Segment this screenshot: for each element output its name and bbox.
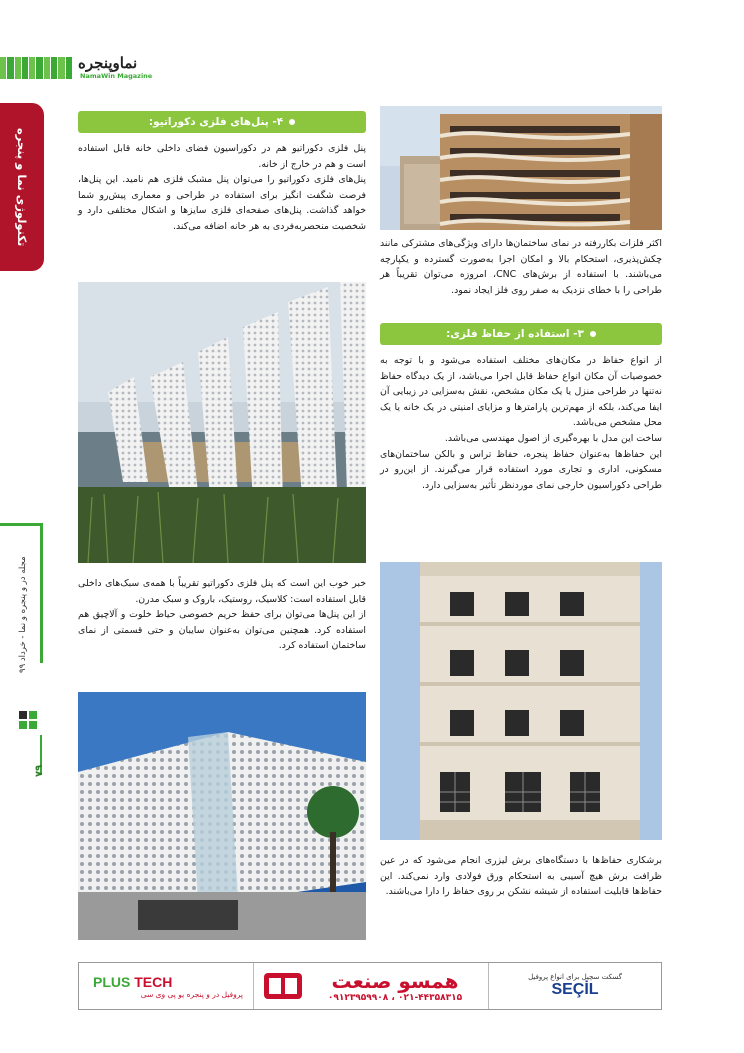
section3-heading bbox=[380, 323, 662, 345]
plus-tech-name-b: TECH bbox=[130, 973, 173, 990]
window-logo-icon bbox=[264, 973, 302, 999]
ad-plus-tech[interactable] bbox=[79, 963, 254, 1009]
side-divider bbox=[0, 523, 42, 526]
caption-laser-cutting: برشکاری حفاظ‌ها با دستگاه‌های برش لیزری انجام می‌شود که در عین ظرافت برش هیچ آسیبی به استحکام ورق فولادی وارد نمی‌کند. این حفاظ‌ها قابلیت استفاده از شیشه نشکن بر روی حفاظ را دارا می‌باشند. bbox=[380, 855, 662, 898]
ad-secil[interactable] bbox=[489, 963, 661, 1009]
ad-hamsou-sanat[interactable] bbox=[254, 963, 489, 1009]
magazine-logo-subtitle: NamaWin Magazine bbox=[80, 72, 153, 80]
section-tab-label: تکنولوژی نما و پنجره bbox=[15, 128, 29, 247]
secil-tagline: گسکت سچیل برای انواع پروفیل bbox=[528, 973, 622, 981]
secil-logo: SEÇİL bbox=[551, 981, 599, 998]
paragraph: خبر خوب این است که پنل فلزی دکوراتیو تقریباً با همه‌ی سبک‌های داخلی قابل استفاده است: کلاسیک، روستیک، باروک و سبک مدرن. bbox=[78, 578, 366, 605]
plus-tech-name-a: PLUS bbox=[93, 973, 131, 990]
section4-heading-text: ۴- پنل‌های فلزی دکوراتیو: bbox=[148, 116, 284, 128]
paragraph: پنل فلزی دکوراتیو هم در دکوراسیون فضای داخلی خانه قابل استفاده است و هم در خارج از خانه. bbox=[78, 143, 366, 170]
header-stripe bbox=[0, 57, 72, 79]
paragraph: از انواع حفاظ در مکان‌های مختلف استفاده می‌شود و با توجه به خصوصیات آن مکان انواع حفاظ قابل اجرا می‌باشد، از یک دیدگاه حفاظ نه‌تنها در طراحی منزل یا یک مکان مشخص، نقش به‌سزایی در زیبایی آن ایفا می‌کند، بلکه از مهم‌ترین پارامترها و مزایای امنیتی در یک خانه یا یک محل مشخص می‌باشد. bbox=[380, 355, 662, 429]
bullet-icon bbox=[590, 331, 596, 337]
side-vertical-line bbox=[40, 523, 43, 663]
section3-text bbox=[380, 353, 662, 493]
magazine-logo: نماوپنجره bbox=[78, 54, 138, 72]
photo-classic-building bbox=[380, 562, 662, 840]
magazine-issue-info: مجله در و پنجره و نما - خرداد ۹۹ bbox=[18, 556, 28, 674]
section4-heading bbox=[78, 111, 366, 133]
photo-wavy-building bbox=[380, 106, 662, 230]
plus-tech-logo bbox=[93, 974, 253, 990]
paragraph: ساخت این مدل با بهره‌گیری از اصول مهندسی می‌باشد. bbox=[444, 432, 662, 444]
bullet-icon bbox=[289, 119, 295, 125]
footer-ads bbox=[78, 962, 662, 1010]
plus-tech-tagline: پروفیل در و پنجره یو پی وی سی bbox=[140, 989, 243, 999]
paragraph: از این پنل‌ها می‌توان برای حفظ حریم خصوصی حیاط خلوت و آلاچیق هم استفاده کرد. همچنین می‌توان به‌عنوان سایبان و حتی قسمتی از نمای ساختمان استفاده کرد. bbox=[78, 609, 366, 652]
photo-perforated-panels bbox=[78, 282, 366, 563]
hamsou-phone: ۰۲۱-۴۴۳۵۸۳۱۵ ، ۰۹۱۲۳۹۵۹۹۰۸ bbox=[327, 993, 463, 1003]
paragraph: پنل‌های فلزی دکوراتیو را می‌توان پنل مشبک فلزی هم نامید. این پنل‌ها، فرصت شگفت انگیز برای استفاده در طراحی و معماری پیش‌رو شما خواهد گذاشت. پنل‌های صفحه‌ای فلزی سایزها و اشکال مختلفی دارد و شخصیت منحصربه‌فردی به هر خانه اضافه می‌کند. bbox=[78, 174, 366, 232]
window-icon bbox=[17, 709, 39, 731]
photo-glass-pavilion bbox=[78, 692, 366, 940]
section4-text bbox=[78, 141, 366, 235]
section3-heading-text: ۳- استفاده از حفاظ فلزی: bbox=[446, 328, 584, 340]
caption-metal-facade: اکثر فلزات بکاررفته در نمای ساختمان‌ها دارای ویژگی‌های مشترکی مانند چکش‌پذیری، استحکام بالا و امکان اجرا به‌صورت گسترده و یکپارچه می‌باشند. با استفاده از برش‌های CNC، امروزه می‌توان تقریباً هر طراحی را با خطای نزدیک به صفر روی فلز ایجاد نمود. bbox=[380, 238, 662, 296]
paragraph: این حفاظ‌ها به‌عنوان حفاظ پنجره، حفاظ تراس و بالکن ساختمان‌های مسکونی، اداری و تجاری مورد استفاده قرار می‌گیرند. از این‌رو در طراحی دکوراسیون خارجی نمای موردنظر تأثیر به‌سزایی دارد. bbox=[380, 448, 662, 491]
section4-text-continued bbox=[78, 576, 366, 654]
hamsou-brand: همسو صنعت bbox=[331, 969, 459, 993]
page-number: ۷۹ bbox=[34, 764, 45, 777]
